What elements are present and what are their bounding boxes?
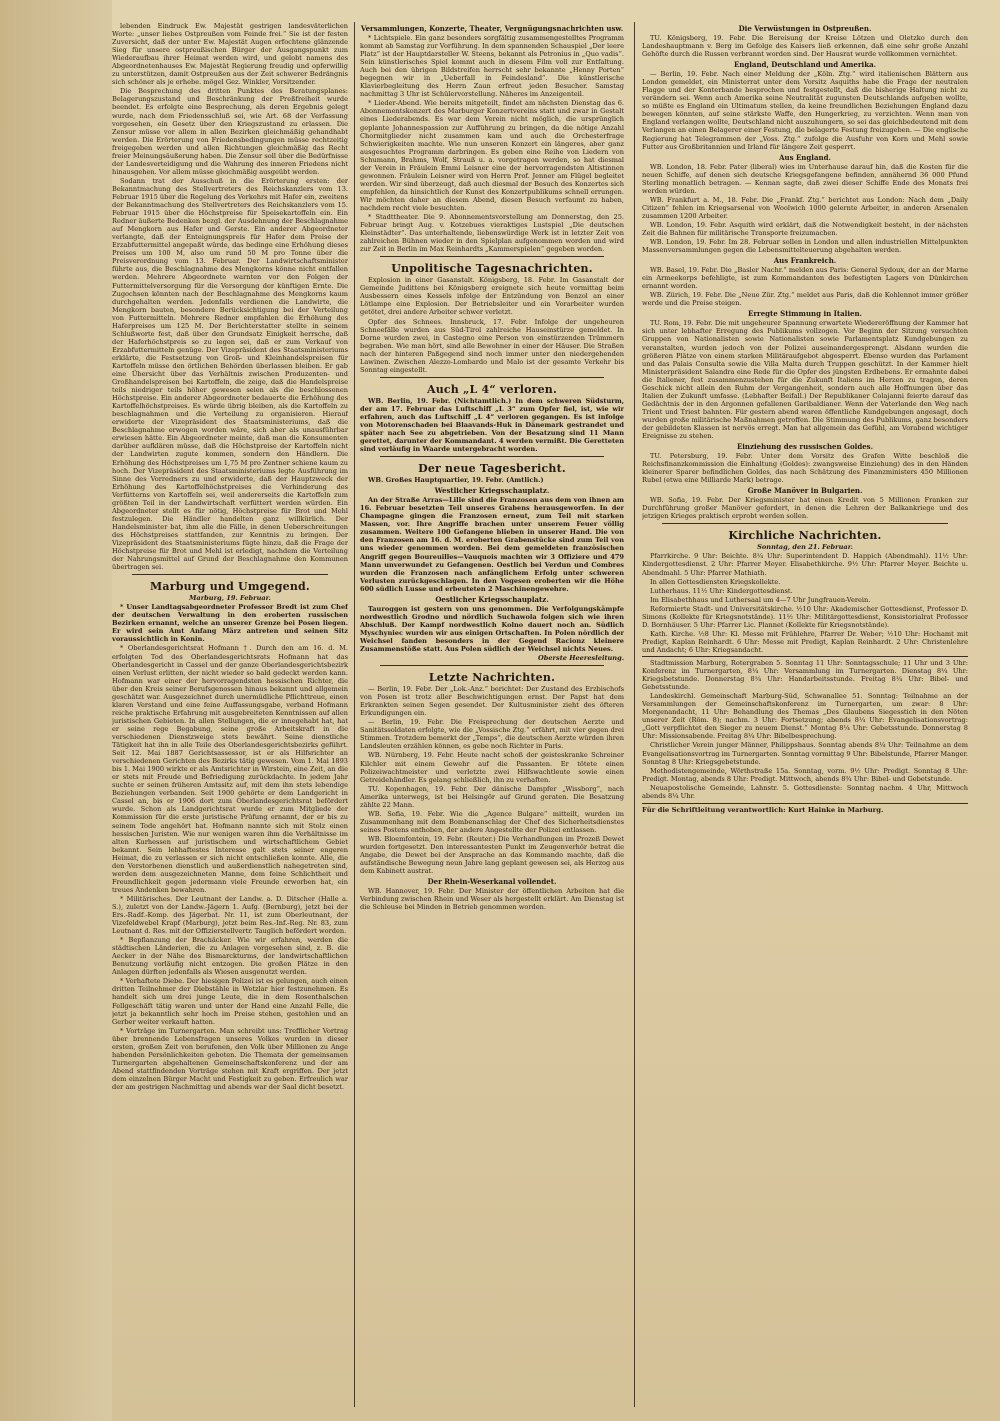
paragraph: In allen Gottesdiensten Kriegskollekte. [650, 577, 781, 586]
dateline: WB. Großes Hauptquartier, 19. Febr. (Amtlich.) [368, 476, 544, 485]
paragraph: WB. Sofia, 19. Febr. Der Kriegsminister hat einen Kredit von 5 Millionen Franken zur Durchführung großer Manöver gefordert, in denen die Lehren der Balkankriege und des jetzigen Krieges praktisch erprobt werden sollen. [642, 496, 968, 521]
subheading-italien: Erregte Stimmung in Italien. [748, 309, 862, 319]
divider [642, 656, 968, 657]
paragraph: WB. Hannover, 19. Febr. Der Minister der öffentlichen Arbeiten hat die Verbindung zwischen Rhein und Weser als hergestellt erklärt. Am Dienstag ist die Schleuse bei Minden in Betrieb genommen worden. [360, 887, 624, 912]
divider [380, 665, 604, 666]
column-2 [360, 22, 624, 1403]
column-rule [634, 22, 635, 1407]
section-heading-kirchliche: Kirchliche Nachrichten. [728, 529, 882, 543]
paragraph: * Lichtspiele. Ein ganz besonders sorgfältig zusammengestelltes Programm kommt ab Samstag zur Vorführung. In dem spannenden Schauspiel „Der leere Platz“ ist der Hauptdarsteller W. Steens, bekannt als Petronius in „Quo vadis“. Sein künstlerisches Spiel kommt auch in diesem Film voll zur Entfaltung. Auch bei den übrigen Bildstreifen herrscht sehr bekannte „Henny Porten“ begegnen wir in „Ueberfall in Feindesland“. Die künstlerische Klavierbegleitung des Herrn Zaun erfreut jeden Besucher. Samstag nachmittag 3 Uhr ist Schülervorstellung. Näheres im Anzeigenteil. [360, 34, 624, 99]
paragraph: WB. London, 19. Febr. Im 28. Februar sollen in London und allen industriellen Mittelpunkten Massenversammlungen gegen die Lebensmittelteuerung abgehalten werden. [642, 238, 968, 255]
paragraph: Explosion in einer Gasanstalt. Königsberg, 18. Febr. Im Gasanstalt der Gemeinde Judittens bei Königsberg ereignete sich heute vormittag beim Ausbessern eines Kessels infolge der Entzündung von Benzol an einer Lötlampe eine Explosion. Der Betriebsleiter und ein Vorarbeiter wurden getötet, drei andere Arbeiter schwer verletzt. [360, 276, 624, 317]
paragraph: WB. Berlin, 19. Febr. (Nichtamtlich.) In dem schweren Südsturm, der am 17. Februar das Luftschiff „L 3“ zum Opfer fiel, ist, wie wir erfahren, auch das Luftschiff „L 4“ verloren gegangen. Es ist infolge von Motorenschaden bei Blaavands-Huk in Dänemark gestrandet und später nach See zu abgetrieben. Von der Besatzung sind 11 Mann gerettet, darunter der Kommandant. 4 werden vermißt. Die Geretteten sind vorläufig in Waarde untergebracht worden. [360, 396, 624, 454]
subheading-rhein: Der Rhein-Weserkanal vollendet. [427, 877, 557, 887]
paragraph: TU. Rom, 19. Febr. Die mit ungeheurer Spannung erwartete Wiedereröffnung der Kammer hat sich unter lebhafter Erregung des Publikums vollzogen. Vor Beginn der Sitzung versuchten Gruppen von Nationalisten sowie Nationalisten sowie Parlamentsplatz Kundgebungen zu veranstalten, wurden jedoch von der Polizei auseinandergesprengt. Alsdann wurden die größeren Plätze von einem starken Militäraufgebot abgesperrt. Ebenso wurden das Parlament und das Palais Consulta sowie die Villa Malta durch Truppen geschützt. In der Kammer hielt Ministerpräsident Salandra eine Rede für die Opfer des jüngsten Erdbebens. Er ermahnte dabei die Italiener, fest zusammenzustehen für die Zukunft Italiens im Herzen zu tragen, deren Geschick nicht allein den Ruhm der Vergangenheit, sondern auch alle Hoffnungen über das Italien der Zukunft umfasse. (Lebhafter Beifall.) Der Republikaner Colajanni feierte darauf das Gedächtnis der in den Argonnen gefallenen Garibaldianer. Wenn der Vaterlande den Weg nach Trient und Triest bahnten. Für gestern abend waren öffentliche Kundgebungen angesagt, doch wurden große militärische Maßnahmen getroffen. Die Stimmung des Publikums, ganz besonders der gebildeten Klassen ist nervös erregt. Man hat allgemein das Gefühl, am Vorabend wichtiger Ereignisse zu stehen. [642, 319, 968, 441]
paragraph: * Oberlandesgerichtsrat Hofmann †. Durch den am 16. d. M. erfolgten Tod des Oberlandesgerichtsrats Hofmann hat das Oberlandesgericht in Cassel und der ganze Oberlandesgerichtsbezirk einen Verlust erlitten, der nicht wieder so bald gedeckt werden kann. Hofmann war einer der hervorragendsten hessischen Richter, die über den Kreis seiner Berufsgenossen hinaus bekannt und allgemein geschätzt war. Ausgezeichnet durch unermüdliche Pflichttreue, einen klaren Verstand und eine feine Auffassungsgabe, verband Hofmann reiche praktische Erfahrung mit ausgebreiteten Kenntnissen auf allen juristischen Gebieten. In allen Stellungen, die er innegehabt hat, hat er seine rege Begabung, seine große Arbeitskraft in die verschiedenen Dienstzweige stets bewährt. Seine dienstliche Tätigkeit hat ihn in alle Teile des Oberlandesgerichtsbezirks geführt. Seit 12. Mai 1887 Gerichtsassessor, ist er als Hilfsrichter an verschiedenen Gerichten des Bezirks tätig gewesen. Vom 1. Mai 1893 bis 1. Mai 1900 wirkte er als Amtsrichter in Wirstein, eine Zeit, an die er stets mit Freude und Befriedigung zurückdachte. In jedem Jahr suchte er seinen früheren Amtssitz auf, mit dem ihn stets lebendige Beziehungen verbanden. Seit 1900 gehörte er dem Landgericht in Cassel an, bis er 1906 dort zum Oberlandesgerichtsrat befördert wurde. Schon als Landgerichtsrat wurde er zum Mitgliede der Kommission für die erste juristische Prüfung ernannt, der er bis zu seinem Tode angehört hat. Hofmann nannte sich mit Stolz einen hessischen Juristen. Wie nur wenigen waren ihm die Verhältnisse im alten Kurhessen auf juristischem und wirtschaftlichem Gebiet bekannt. Sein lebhaftestes Interesse galt stets seiner engeren Heimat, die zu verlassen er sich nicht entschließen konnte. Alle, die den Verstorbenen dienstlich und außerdienstlich nahegetreten sind, werden dem ausgezeichneten Manne, dem feine Schlichtheit und Freundlichkeit gegen jedermann viele Freunde erworben hat, ein treues Andenken bewahren. [112, 644, 348, 894]
paragraph: TU. Kopenhagen, 19. Febr. Der dänische Dampfer „Wissborg“, nach Amerika unterwegs, ist bei Helsingör auf Grund geraten. Die Besatzung zählte 22 Mann. [360, 784, 624, 809]
paragraph: Opfer des Schnees. Innsbruck, 17. Febr. Infolge der ungeheuren Schneefälle wurden aus Süd-Tirol zahlreiche Hauseinstürze gemeldet. In Dorne wurden zwei, in Castegno eine Person von einstürzenden Trümmern begraben. Wie man hört, sind alle Bewohner in einer der Häuser. Die Straßen nach der hinteren Paßgegend sind noch immer unter den niedergehenden Lawinen. Zwischen Alezzo-Lombardo und Malo ist der gesamte Verkehr bis Sonntag eingestellt. [360, 317, 624, 374]
column-rule [354, 22, 355, 1407]
subheading-england: England, Deutschland und Amerika. [733, 60, 877, 70]
subheading-aus-england: Aus England. [779, 152, 831, 162]
paragraph: WB. Bloemfontein, 19. Febr. (Reuter.) Die Verhandlungen im Prozeß Dewet wurden fortgesetzt. Den interessantesten Punkt im Zeugenverhör betrat die Angabe, die Dewet bei der Ansprache an das Kommando machte, daß die aufständische Bewegung neun Jahre lang geplant gewesen sei, als Herzog aus dem Kabinett austrat. [360, 834, 624, 876]
paragraph: * Lieder-Abend. Wie bereits mitgeteilt, findet am nächsten Dienstag das 6. Abonnementskonzert des Marburger Konzertvereins statt und zwar in Gestalt eines Liederabends. Es war dem Verein nicht möglich, die ursprünglich geplante Johannespassion zur Aufführung zu bringen, da die nötige Anzahl Chormitglieder nicht zusammen kam und auch die Orchesterfrage Schwierigkeiten machte. Wie nun unseren Konzert ein längeres, aber ganz ausgesuchtes Programm darbringen. Es geben eine Reihe von Liedern von Schumann, Brahms, Wolf, Strauß u. a. vorgetragen werden, so hat diesmal der Verein in Fräulein Emmi Leisner eine der hervorragendsten Altistinnen gewonnen. Fräulein Leisner wird von Herrn Prof. Jenner am Flügel begleitet werden. Wir sind überzeugt, daß auch diesmal der Besuch des Konzertes sich empfehlen, da hinsichtlich der Kunst des Konzertpublikums schnell errungen. Wir möchten daher an diesem Abend, diesen Besuch verfaumt zu haben, nachdem recht viele besuchten. [360, 99, 624, 212]
subheading-west: Westlicher Kriegsschauplatz. [434, 486, 550, 496]
subheading-ost: Oestlicher Kriegsschauplatz. [435, 594, 549, 604]
paragraph: TU. Königsberg, 19. Febr. Die Bereisung der Kreise Lötzen und Oletzko durch den Landeshauptmann v. Berg im Gefolge des Kaisers ließ erkennen, daß eine sehr große Anzahl Gehöfte durch die Russen verbrannt worden sind. Der Hausrat wurde vollkommen vernichtet. [642, 34, 968, 59]
paragraph: WB. London, 19. Febr. Asquith wird erklärt, daß die Notwendigkeit besteht, in der nächsten Zeit die Bahnen für militärische Transporte freizumachen. [642, 220, 968, 237]
divider [380, 256, 604, 257]
subheading-bulgarien: Große Manöver in Bulgarien. [747, 486, 863, 496]
paragraph: * Militärisches. Der Leutnant der Landw. a. D. Ditscher (Halle a. S.), zuletzt von der Landw.-Jägern 1. Aufg. (Bernburg), jetzt bei der Ers.-Radf.-Komp. des Jägerbat. Nr. 11, ist zum Oberleutnant, der Vizefeldwebel Krapf (Marburg), jetzt beim Res.-Inf.-Reg. Nr. 83, zum Leutnant d. Res. mit der Offizierstellvertr. Tauglich befördert worden. [112, 894, 348, 936]
paragraph: WB. Nürnberg, 19. Febr. Heute nacht schoß der geisteskranke Schreiner Kilchler mit einem Gewehr auf die Passanten. Er tötete einen Polizeiwachtmeister und verletzte zwei Hilfswachtleute sowie einen Getreidehändler. Es gelang schließlich, ihn zu verhaften. [360, 751, 624, 784]
paragraph: WB. Sofia, 19. Febr. Wie die „Agence Bulgare“ mitteilt, wurden im Zusammenhang mit dem Bombenanschlag der Chef des Sicherheitsdienstes seines Postens enthoben, der andere Angestellte der Polizei entlassen. [360, 809, 624, 834]
paragraph: TU. Petersburg, 19. Febr. Unter dem Vorsitz des Grafen Witte beschloß die Reichsfinanzkommission die Einhaltung (Goldes): zwangsweise Einziehung) des in den Händen kleinerer Sparer befindlichen Goldes, das nach Schätzung des Finanzministers 450 Millionen Rubel (etwa eine Milliarde Mark) betrage. [642, 452, 968, 485]
paragraph: — Berlin, 19. Febr. Die Freisprechung der deutschen Aerzte und Sanitätssoldaten erfolgte, wie die „Vossische Ztg.“ erfährt, mit vier gegen drei Stimmen. Trotzdem bemerkt der „Temps“, die deutschen Aerzte würden ihren Landsleuten erzählen können, es gebe noch Richter in Paris. [360, 718, 624, 751]
divider [662, 523, 948, 524]
paragraph: WB. Zürich, 19. Febr. Die „Neue Zür. Ztg.“ meldet aus Paris, daß die Kohlennot immer größer werde und die Preise steigen. [642, 291, 968, 308]
dateline: Sonntag, den 21. Februar. [757, 543, 853, 552]
section-heading-unpolitische: Unpolitische Tagesnachrichten. [391, 262, 593, 276]
paragraph: * Stadttheater. Die 9. Abonnementsvorstellung am Donnerstag, den 25. Februar bringt Aug. v. Kotzebues vieraktiges Lustspiel „Die deutschen Kleinstädter“. Das unterhaltende, liebenswürdige Werk ist in letzter Zeit von zahlreichen Bühnen wieder in den Spielplan aufgenommen worden und wird zur Zeit in Berlin im Max Reinhardts „Kammerspielen“ gegeben worden. [360, 213, 624, 254]
paragraph: Reformierte Stadt- und Universitätskirche. ½10 Uhr: Akademischer Gottesdienst, Professor D. Simons (Kollekte für Kriegsnotstände). 11½ Uhr: Militärgottesdienst, Konsistorialrat Professor D. Bornhäuser. 5 Uhr: Pfarrer Lic. Plannet (Kollekte für Kriegsnotstände). [642, 604, 968, 629]
section-heading-letzte: Letzte Nachrichten. [428, 671, 556, 685]
paragraph: — Berlin, 19. Febr. Nach einer Meldung der „Köln. Ztg.“ wird italienischen Blättern aus London gemeldet, ein Ministerrat unter dem Vorsitz Asquiths habe die Frage der neutralen Flagge und der Konterbande besprochen und festgestellt, daß die bisherige Haltung nicht zu verändern sei. Wenn auch Amerika seine Neutralität zugunsten Deutschlands aufgeben wollte, so müßte es England ein Ultimatum stellen, da keine freundlichen Beziehungen England dazu bewegen könnten, auf seine stärkste Waffe, den Hungerkrieg, zu verzichten. Wenn man von England verlangen wollte, Deutschland nicht auszuhungern, so sei das gleichbedeutend mit dem Verlangen an einen Belagerer einer Festung, die belagerte Festung freizugeben. — Die englische Regierung hat Telegrammen der „Voss. Ztg.“ zufolge die Ausfuhr von Korn und Mehl sowie Futter aus Großbritannien und Irland für längere Zeit gesperrt. [642, 70, 968, 151]
subheading-russ-gold: Einziehung des russischen Goldes. [736, 442, 874, 452]
paragraph: WB. Basel, 19. Febr. Die „Basler Nachr.“ melden aus Paris: General Sydoux, der an der Marne ein Armeekorps befehligte, ist zum Kommandanten des befestigten Lagers von Dünkirchen ernannt worden. [642, 266, 968, 291]
paragraph: * Bepflanzung der Brachäcker. Wie wir erfahren, werden die städtischen Länderien, die zu Anlagen vorgesehen sind, z. B. die Aecker in der Nähe des Bismarckturms, der landwirtschaftlichen Benutzung vorläufig nicht entzogen. Die großen Plätze in den Anlagen dürften jedenfalls als Wiesen ausgenutzt werden. [112, 936, 348, 977]
paragraph: Stadtmission Marburg, Rotergraben 5. Sonntag 11 Uhr: Sonntagsschule; 11 Uhr und 3 Uhr: Konferenz im Turnergarten, 8¼ Uhr: Versammlung im Turnergarten. Dienstag 8¼ Uhr: Kriegsbetstunde. Donnerstag 8¼ Uhr: Handarbeitsstunde. Freitag 8¼ Uhr: Bibel- und Gebetsstunde. [642, 659, 968, 692]
paragraph: — Berlin, 19. Febr. Der „Lok.-Anz.“ berichtet: Der Zustand des Erzbischofs von Posen ist trotz aller Beschwichtigungen ernst. Der Papst hat dem Erkrankten seinen Segen gesendet. Der Kultusminister zieht des öfteren Erkundigungen ein. [360, 685, 624, 718]
column-3 [642, 22, 968, 1403]
section-heading-tagesbericht: Der neue Tagesbericht. [418, 462, 566, 476]
paragraph: * Verhaftete Diebe. Der hiesigen Polizei ist es gelungen, auch einen dritten Teilnehmer der Diebstähle in Wetzlar hier festzunehmen. Es handelt sich um drei junge Leute, die in dem Rosenthalschen Fellgeschäft tätig waren und unter der Hand eine Anzahl Felle, die jetzt ja bekanntlich sehr hoch im Preise stehen, gestohlen und an Gerber weiter verkauft hatten. [112, 977, 348, 1026]
paragraph: Die Besprechung des dritten Punktes des Beratungsplanes: Belagerungszustand und Beschränkung der Preßfreiheit wurde beendet. Es erfolgte eine Besprechung, als deren Ergebnis gelegt wurde, nach dem Friedensschluß sei, wie Art. 68 der Verfassung vorgesehen, ein Gesetz über den Kriegszustand zu erlassen. Die Zensur müsse vor allem in allen Bezirken gleichmäßig gehandhabt werden. Die Erörterung von Friedensbedingungen müsse rechtzeitig freigegeben werden und allen Richtungen gleichmäßig das Recht freier Meinungsäußerung haben. Die Zensur soll über die Bedürfnisse der Landesverteidigung und die Wahrung des inneren Friedens nicht hinausgehen. Vor allem müsse gleichmäßig ausgeübt werden. [112, 87, 348, 176]
paragraph: Methodistengemeinde, Wörthstraße 15a. Sonntag, vorm. 9½ Uhr: Predigt. Sonntag 8 Uhr: Predigt. Montag, abends 8 Uhr: Predigt. Mittwoch, abends 8¾ Uhr: Bibel- und Gebetstunde. [642, 766, 968, 783]
paragraph: Tauroggen ist gestern von uns genommen. Die Verfolgungskämpfe nordwestlich Grodno und nördlich Suchawola folgen sich wie ihren Abschluß. Der Kampf nordwestlich Kolno dauert noch an. Südlich Myschyniec wurden wir aus einigen Ortschaften. In Polen nördlich der Weichsel fanden besonders in der Gegend Racionz kleinere Zusammenstöße statt. Aus Polen südlich der Weichsel nichts Neues. [360, 604, 624, 653]
subheading-ostpreussen: Die Verwüstungen in Ostpreußen. [738, 24, 872, 33]
paragraph: Im Elisabethhaus und Luthersaal um 4—7 Uhr Jungfrauen-Verein. [650, 595, 871, 604]
dateline: Marburg, 19. Februar. [189, 594, 271, 603]
divider [132, 574, 328, 575]
page-margin-stain [0, 0, 112, 1421]
editor-footer: Für die Schriftleitung verantwortlich: Kurt Hainke in Marburg. [642, 803, 968, 814]
subheading-frankreich: Aus Frankreich. [773, 256, 837, 266]
column-1 [112, 22, 348, 1403]
paragraph: Lutherhaus. 11½ Uhr: Kindergottesdienst. [650, 586, 793, 595]
section-heading-l4: Auch „L 4“ verloren. [426, 382, 558, 396]
paragraph: WB. London, 18. Febr. Pater (liberal) wies im Unterhause darauf hin, daß die Kosten für die neuen Schiffe, auf denen sich deutsche Kriegsgefangene befinden, annähernd 36 000 Pfund Sterling monatlich betragen. — Kennan sagte, daß zwei dieser Schiffe Ende des Monats frei werden würden. [642, 162, 968, 195]
paragraph: Kath. Kirche. ½8 Uhr: Kl. Messe mit Frühlehre, Pfarrer Dr. Weber; ½10 Uhr: Hochamt mit Predigt, Kaplan Reinhardt. 6 Uhr: Messe mit Predigt, Kaplan Reinhardt. 2 Uhr: Christenlehre und Andacht; 6 Uhr: Kriegsandacht. [642, 629, 968, 654]
paragraph: WB. Frankfurt a. M., 18. Febr. Die „Frankf. Ztg.“ berichtet aus London: Nach dem „Daily Citizen“ fehlen im Kriegsarsenal von Woolwich 1000 gelernte Arbeiter, in anderen Arsenalen zusammen 1200 Arbeiter. [642, 195, 968, 220]
paragraph: Neuapostolische Gemeinde, Lahnstr. 5. Gottesdienste: Sonntag nachm. 4 Uhr, Mittwoch abends 8¼ Uhr. [642, 783, 968, 800]
section-heading-versammlungen: Versammlungen, Konzerte, Theater, Vergnügungsnachrichten usw. [360, 24, 624, 33]
divider [380, 456, 604, 457]
paragraph: * Unser Landtagsabgeordneter Professor Bredt ist zum Chef der deutschen Verwaltung in den eroberten russischen Bezirken ernannt, welche an unserer Grenze bei Posen liegen. Er wird sein Amt Anfang März antreten und seinen Sitz voraussichtlich in Konin. [112, 603, 348, 644]
divider [380, 377, 604, 378]
paragraph: Pfarrkirche. 9 Uhr: Beichte. 8¼ Uhr: Superintendent D. Happich (Abendmahl). 11½ Uhr: Kindergottesdienst. 2 Uhr: Pfarrer Meyer. Elisabethkirche. 9½ Uhr: Pfarrer Meyer. Beichte u. Abendmahl. 5 Uhr: Pfarrer Mathiath. [642, 552, 968, 577]
signature-line: Oberste Heeresleitung. [537, 654, 624, 663]
paragraph: An der Straße Arras—Lille sind die Franzosen aus dem von ihnen am 16. Februar besetzten Teil unseres Grabens herausgeworfen. In der Champagne gingen die Franzosen erneut, zum Teil mit starken Massen, vor. Ihre Angriffe brachen unter unserem Feuer völlig zusammen. Weitere 100 Gefangene blieben in unserer Hand. Die von den Franzosen am 16. d. M. eroberten Grabenstücke sind zum Teil von uns wieder genommen worden. Bei dem gemeldeten französischen Angriff gegen Boureuilles—Vauquois machten wir 3 Offiziere und 479 Mann unverwundet zu Gefangenen. Oestlich bei Verdun und Combres wurden die Franzosen nach anfänglichem Erfolg unter schweren Verlusten zurückgeschlagen. In den Vogesen eroberten wir die Höhe 600 südlich Lusse und erbeuteten 2 Maschinengewehre. [360, 496, 624, 593]
paragraph: Christlicher Verein junger Männer, Philippshaus. Sonntag abends 8¼ Uhr: Teilnahme an dem Evangelisationsvortrag im Turnergarten. Sonntag vormittag 9 Uhr: Bibelstunde, Pfarrer Manger. Sonntag 8 Uhr: Kriegsgebetstunde. [642, 741, 968, 766]
paragraph: lebenden Eindruck Ew. Majestät gestrigen landesväterlichen Worte: „unser liebes Ostpreußen vom Feinde frei.“ Sie ist der festen Zuversicht, daß der unter Ew. Majestät Augen erfochtene glänzende Sieg für unsere ostpreußischen Bürger der Ausgangspunkt zum Wiederaufbau ihrer Heimat werden wird, und gelobt namens des Abgeordnetenhauses Ew. Majestät Regierung freudig und opferwillig zu unterstützen, damit Ostpreußen aus der Zeit schwerer Bedrängnis sich schöner als je erhebe. mögel Gez. Winkler, Vorsitzender. [112, 22, 348, 87]
section-heading-marburg: Marburg und Umgegend. [150, 580, 310, 594]
paragraph: Sodann trat der Ausschuß in die Erörterung ersten: der Bekanntmachung des Stellvertreters des Reichskanzlers vom 13. Februar 1915 über die Regelung des Verkehrs mit Hafer ein, zweitens der Bekanntmachung des Stellvertreters des Reichskanzlers vom 15. Februar 1915 über die Höchstpreise für Speisekartoffeln ein. Ein Redner äußerte Bedenken bezgl. der Ausdehnung der Beschlagnahme auf Mengkorn aus Hafer und Gerste. Ein anderer Abgeordneter verlangte, daß der Enteignungspreis für Hafer dem Preise der Erzabfuttermittel angepaßt würde, das bedinge eine Erhöhung dieses Preises um 100 M, also um rund 50 M pro Tonne über die Preisverordnung vom 13. Februar. Der Landwirtschaftsminister führte aus, die Beschlagnahme des Mengkorns könne nicht entfallen werden. Mehrere Abgeordnete warnten vor den Folgen der Futtermittelversorgung für die Versorgung der künftigen Ernte. Die Zugochsen könnten nach der Beschlagnahme des Mengkorns kaum durchgehalten werden. Jedenfalls verdienen die Landwirte, die Mengkorn bauten, besondere Berücksichtigung bei der Verteilung von Futtermitteln. Mehrere Redner empfahlen die Erhöhung des Haferpreises um 125 M. Der Berichterstatter stellte in seinem Schlußworte fest, daß über den Grundsatz Einigkeit herrsche, daß der Haferhöchstpreis so zu legen sei, daß er zum Verkauf von Erzabfuttermitteln genüge. Der Vizepräsident des Staatsministeriums erklärte, die Festsetzung von Groß- und Kleinhandelspreisen für Kartoffeln müsse den örtlichen Behörden überlassen bleiben. Er gab eine Übersicht über das Verhältnis zwischen Produzenten- und Großhandelspreisen bei Kartoffeln, die zeige, daß die Handelspreise teils niedriger teils höher gewesen seien als die beschlossenen Höchstpreise. Ein anderer Abgeordneter bedauerte die Erhöhung des Kartoffelhöchstpreises. Es würde übrig bleiben, als die Kartoffeln zu beschlagnahmen und die Verteilung zu organisieren. Hierauf erwiderte der Vizepräsident des Staatsministeriums, daß die Beschlagnahme erwogen worden wäre, sich aber als unausführbar erwiesen hätte. Ein Abgeordneter meinte, daß man die Konsumenten darüber aufklären müsse, daß die Höchstpreise der Kartoffeln nicht der Landwirten zugute kommen, sondern den Händlern. Die Erhöhung des Höchstpreises um 1,75 M pro Zentner schiene kaum zu hoch. Der Vizepräsident des Staatsministeriums legte Ausführung im Sinne des Vorredners zu und erwiderte, daß der Hauptzweck der Erhöhung des Kartoffelhöchstpreises die Verhinderung des Verfütterns von Kartoffeln sei, weil andererseits die Kartoffeln zum größten Teil in der Landwirtschaft verfüttert werden würden. Ein Abgeordneter stellt es für nötig, Höchstpreise für Brot und Mehl festzulegen. Die Händler handelten ganz willkürlich. Der Handelsminister bat, ihm alle die Fälle, in denen Ueberschreitungen des Höchstpreises stattfanden, zur Kenntnis zu bringen. Der Vizepräsident des Staatsministeriums fügte hinzu, daß die Frage der Höchstpreise für Brot und Mehl ist erledigt, nachdem die Verteilung der Nahrungsmittel auf Grund der Beschlagnahme den Kommunen übertragen sei. [112, 176, 348, 572]
paragraph: Landeskirchl. Gemeinschaft Marburg-Süd, Schwanallee 51. Sonntag: Teilnahme an der Versammlungen der Gemeinschaftskonferenz im Turnergarten, um zwar: 8 Uhr: Morgenandacht, 11 Uhr: Behandlung des Themas „Des Glaubens Siegesstich in den Nöten unserer Zeit (Röm. 8); nachm. 3 Uhr: Fortsetzung; abends 8¼ Uhr: Evangelisationsvortrag: „Gott verpflichtet den Sieger zu neuem Dienst.“ Montag 8¼ Uhr: Gebetsstunde. Donnerstag 8 Uhr: Missionsabende. Freitag 8¼ Uhr: Bibelbesprechung. [642, 692, 968, 741]
paragraph: * Vorträge im Turnergarten. Man schreibt uns: Trefflicher Vortrag über brennende Lebensfragen unseres Volkes wurden in dieser ersten, großen Zeit von berufenen, den Volk über Millionen zu Ange habenden Persönlichkeiten geboten. Die Themata der gemeinsamen Turnergarten abgehaltenen Gemeinschaftskonferenz und der am Abend stattfindenden Vorträge stehen mit Kraft ergriffen. Der jetzt dem einzelnen Bürger Macht und Festigkeit zu geben. Erfreulich war der am gestrigen Nachmittag und abends war der Saal dicht besetzt. [112, 1026, 348, 1091]
